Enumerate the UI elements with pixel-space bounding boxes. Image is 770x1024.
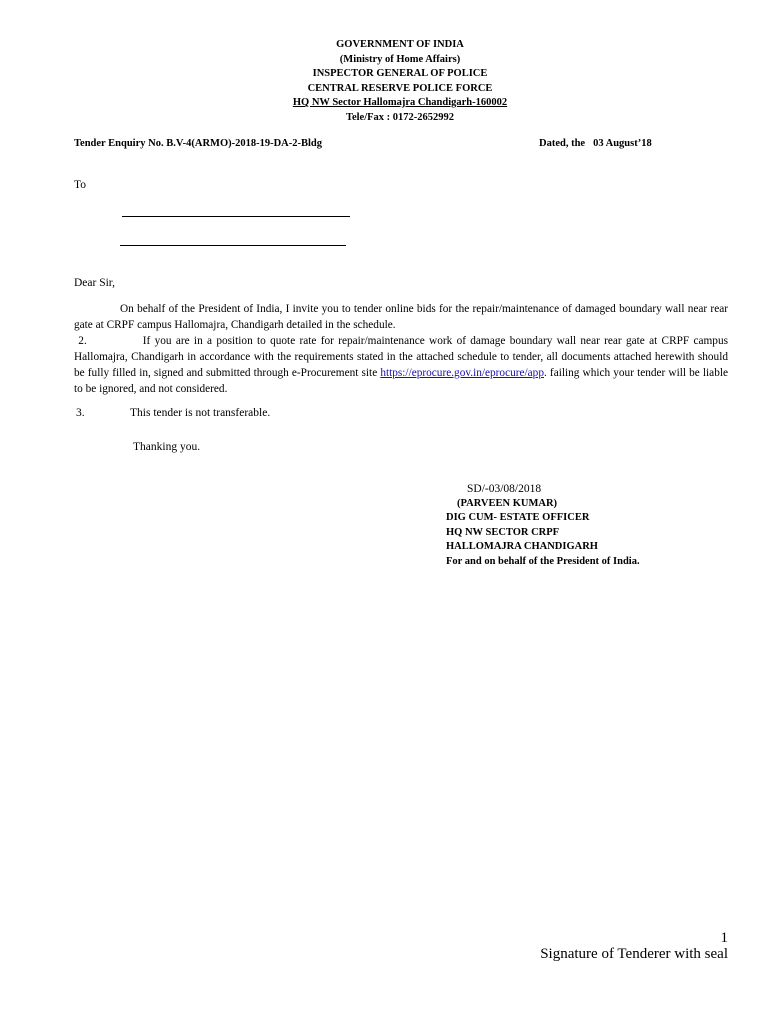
signatory-office: HQ NW SECTOR CRPF (446, 526, 560, 538)
signed-dated: SD/-03/08/2018 (467, 483, 542, 495)
paragraph-1 (74, 301, 728, 333)
letterhead (0, 38, 770, 125)
paragraph-3-text: This tender is not transferable. (130, 407, 271, 419)
signatory-designation: DIG CUM- ESTATE OFFICER (446, 512, 590, 523)
signatory-place: HALLOMAJRA CHANDIGARH (446, 541, 598, 552)
header-inspector-general: INSPECTOR GENERAL OF POLICE (312, 68, 488, 79)
header-crpf: CENTRAL RESERVE POLICE FORCE (307, 82, 493, 94)
header-government: GOVERNMENT OF INDIA (336, 39, 464, 50)
tenderer-signature-label: Signature of Tenderer with seal (540, 946, 728, 962)
header-ministry: (Ministry of Home Affairs) (339, 53, 461, 65)
header-address: HQ NW Sector Hallomajra Chandigarh-160002 (292, 97, 508, 108)
signatory-name: (PARVEEN KUMAR) (457, 497, 558, 509)
paragraph-2-text: If you are in a position to quote rate for repair/maintenance work of damage boundary wall near rear gate at CRPF campus Hallomajra, Chandigarh in accordance with the requirements stated in the attached schedule to tender, all documents attached herewith should be fully filled in, signed and submitted through e-Procurement site (74, 335, 728, 379)
letter-date: 03 August’18 (593, 138, 652, 149)
page-number: 1 (720, 930, 728, 946)
paragraph-2 (74, 333, 728, 397)
paragraph-3-number: 3. (76, 407, 85, 419)
eprocure-link[interactable]: https://eprocure.gov.in/eprocure/app (380, 367, 544, 379)
paragraph-1-text: On behalf of the President of India, I invite you to tender online bids for the repair/maintenance of damaged boundary wall near rear gate at CRPF campus Hallomajra, Chandigarh detailed in the schedule. (74, 303, 728, 331)
date-line (539, 138, 652, 149)
paragraph-2-after-link: . failing which your tender will be liable to be ignored, and not considered. (74, 367, 728, 395)
paragraph-2-number: 2. (78, 335, 87, 347)
paragraph-3 (76, 407, 270, 419)
signature-block (446, 482, 640, 569)
header-telefax: Tele/Fax : 0172-2652992 (345, 111, 455, 123)
closing-thanks: Thanking you. (133, 441, 201, 453)
addressee-blank-line-1 (122, 216, 350, 217)
dated-label: Dated, the (539, 138, 586, 149)
on-behalf-line: For and on behalf of the President of India. (446, 555, 640, 567)
addressee-blank-line-2 (120, 245, 346, 246)
salutation: Dear Sir, (74, 277, 116, 289)
tender-enquiry-number: Tender Enquiry No. B.V-4(ARMO)-2018-19-DA-2-Bldg (74, 138, 323, 149)
to-label: To (74, 179, 86, 191)
